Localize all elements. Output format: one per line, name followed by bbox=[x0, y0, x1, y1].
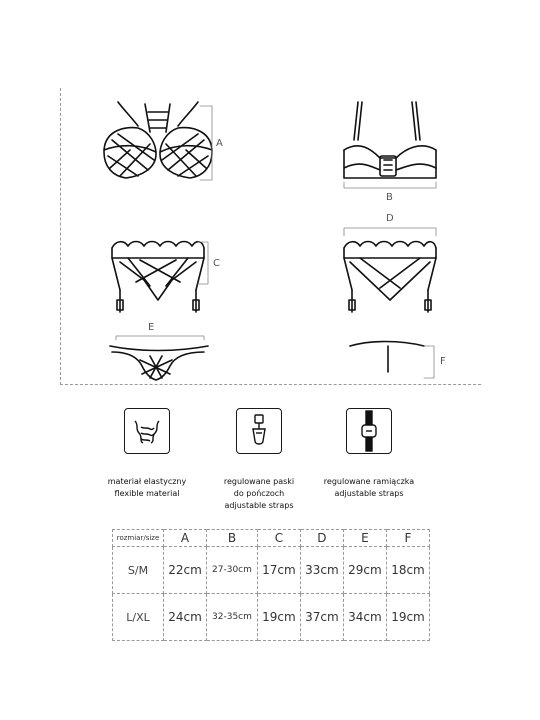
table-cell: 17cm bbox=[257, 547, 300, 594]
dimension-label-d: D bbox=[386, 213, 394, 224]
table-header-row bbox=[113, 530, 430, 547]
feature-3-line-2: adjustable straps bbox=[334, 489, 404, 498]
table-cell: 22cm bbox=[164, 547, 207, 594]
dimension-label-c: C bbox=[213, 258, 220, 269]
strap-buckle-icon bbox=[346, 408, 392, 454]
table-size-cell: L/XL bbox=[113, 594, 164, 641]
feature-2-line-1: regulowane paski bbox=[223, 477, 295, 486]
dimension-label-b: B bbox=[386, 192, 393, 203]
garter-belt-back-drawing bbox=[344, 242, 436, 313]
feature-3-line-1: regulowane ramiączka bbox=[323, 477, 415, 486]
table-cell: 37cm bbox=[300, 594, 343, 641]
feature-2-line-3: adjustable straps bbox=[224, 501, 294, 510]
stretch-fabric-icon bbox=[124, 408, 170, 454]
table-row bbox=[113, 547, 430, 594]
table-cell: 24cm bbox=[164, 594, 207, 641]
table-cell: 32-35cm bbox=[207, 594, 258, 641]
table-cell: 18cm bbox=[386, 547, 429, 594]
table-cell: 29cm bbox=[343, 547, 386, 594]
thong-back-drawing bbox=[350, 342, 424, 373]
thong-front-drawing bbox=[110, 346, 208, 380]
table-header-c: C bbox=[257, 530, 300, 547]
bra-back-drawing bbox=[344, 102, 436, 178]
table-cell: 19cm bbox=[257, 594, 300, 641]
bra-front-drawing bbox=[104, 102, 212, 178]
dimension-label-e: E bbox=[148, 322, 155, 333]
table-cell: 19cm bbox=[386, 594, 429, 641]
table-size-cell: S/M bbox=[113, 547, 164, 594]
dimension-label-f: F bbox=[440, 356, 446, 367]
garter-belt-front-drawing bbox=[112, 242, 204, 313]
garter-clip-icon bbox=[236, 408, 282, 454]
table-cell: 34cm bbox=[343, 594, 386, 641]
table-cell: 27-30cm bbox=[207, 547, 258, 594]
table-header-a: A bbox=[164, 530, 207, 547]
feature-1-line-2: flexible material bbox=[114, 489, 180, 498]
dimension-label-a: A bbox=[216, 138, 223, 149]
table-header-f: F bbox=[386, 530, 429, 547]
table-header-d: D bbox=[300, 530, 343, 547]
table-header-e: E bbox=[343, 530, 386, 547]
size-table bbox=[112, 529, 430, 641]
table-cell: 33cm bbox=[300, 547, 343, 594]
table-header-b: B bbox=[207, 530, 258, 547]
table-row bbox=[113, 594, 430, 641]
feature-adjustable-shoulder-straps bbox=[294, 408, 444, 500]
feature-2-line-2: do pończoch bbox=[233, 489, 285, 498]
feature-1-line-1: materiał elastyczny bbox=[107, 477, 187, 486]
table-corner-label: rozmiar/size bbox=[113, 530, 164, 547]
